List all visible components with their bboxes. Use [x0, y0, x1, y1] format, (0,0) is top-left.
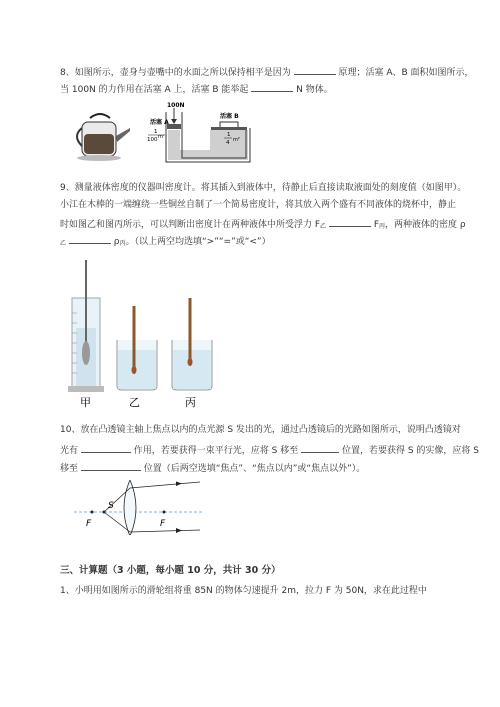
q9-text-4a: ρ	[113, 237, 120, 247]
area-b-denominator: 4	[226, 140, 230, 146]
label-bing: 丙	[185, 396, 196, 408]
q10-text-2b: 作用，若要获得一束平行光，应将 S 移至	[133, 446, 299, 456]
q10-blank-3	[81, 460, 141, 471]
q8-text-1b: 原理；活塞 A、B 面积如图所示，	[338, 68, 474, 78]
q8-line-2	[60, 81, 333, 96]
q9-line-2: 小江在木棒的一端缠绕一些铜丝自制了一个简易密度计，将其放入两个盛有不同液体的烧杯中，静止	[60, 200, 457, 210]
q10-line-2	[60, 442, 479, 457]
q9-line-4	[60, 233, 271, 250]
label-jia: 甲	[80, 396, 91, 408]
q10-blank-2	[301, 442, 339, 453]
area-b-unit: m²	[233, 137, 240, 143]
q10-text-2c: 位置，若要获得 S 的实像，应将 S	[341, 446, 479, 456]
q10-text-3b: 位置（后两空选填“焦点”、“焦点以内”或“焦点以外”）。	[143, 464, 366, 474]
beaker-yi-image	[117, 306, 157, 390]
q9-text-3c: ，两种液体的密度 ρ	[385, 220, 466, 230]
label-f-left: F	[86, 519, 92, 529]
q8-text-2a: 当 100N 的力作用在活塞 A 上，活塞 B 能举起	[60, 85, 249, 95]
q8-text-1a: 8、如图所示，壶身与壶嘴中的水面之所以保持相平是因为	[60, 68, 291, 78]
q9-sub-bing: 丙	[379, 223, 386, 230]
calc-1-line-1: 1、小明用如图所示的滑轮组将重 85N 的物体匀速提升 2m，拉力 F 为 50N，求在此过程中	[60, 586, 427, 596]
area-b-numerator: 1	[227, 132, 231, 138]
q9-line-3	[60, 216, 466, 233]
q10-line-3	[60, 460, 365, 475]
section-3-title: 三、计算题（3 小题，每小题 10 分，共计 30 分）	[60, 565, 281, 576]
q10-text-2a: 光有	[60, 446, 79, 456]
force-label: 100N	[167, 102, 185, 109]
q10-blank-1	[81, 442, 131, 453]
q9-text-4b: 。（以上两空均选填“>”“=”或“<”）	[125, 237, 271, 247]
area-a-denominator: 100	[147, 137, 158, 143]
graduated-cylinder-image	[68, 260, 104, 392]
hydraulic-press-diagram	[147, 102, 250, 162]
q8-blank-2	[251, 81, 293, 92]
light-source-point	[103, 511, 106, 514]
q9-blank-2	[69, 233, 111, 244]
q10-line-1: 10、放在凸透镜主轴上焦点以内的点光源 S 发出的光，通过凸透镜后的光路如图所示，说明凸透镜对	[60, 425, 461, 435]
area-a-unit: m²	[158, 134, 165, 140]
teapot-image	[77, 114, 130, 161]
q9-sub-yi: 乙	[320, 223, 327, 230]
q8-line-1	[60, 64, 474, 79]
q9-line-1: 9、测量液体密度的仪器叫密度计。将其插入到液体中，待静止后直接读取液面处的刻度值（如图甲）。	[60, 183, 467, 193]
q9-sub-bing-2: 丙	[119, 240, 126, 247]
piston-a-label: 活塞 A	[150, 119, 169, 126]
label-f-right: F	[160, 519, 166, 529]
label-yi: 乙	[129, 396, 140, 408]
q9-sub-yi-2: 乙	[60, 240, 67, 247]
q8-figure	[70, 100, 260, 165]
beaker-bing-image	[172, 298, 212, 390]
q8-blank-1	[294, 64, 336, 75]
q9-blank-1	[329, 216, 371, 227]
q10-text-3a: 移至	[60, 464, 79, 474]
q9-figure	[62, 258, 227, 408]
area-a-numerator: 1	[154, 129, 158, 135]
q9-text-3a: 时如图乙和图丙所示，可以判断出密度计在两种液体中所受浮力 F	[60, 220, 321, 230]
label-s: S	[108, 501, 114, 511]
q8-text-2b: N 物体。	[296, 85, 333, 95]
piston-b-label: 活塞 B	[220, 113, 239, 120]
q10-lens-diagram	[72, 480, 207, 535]
q9-text-3b: F	[373, 220, 379, 230]
